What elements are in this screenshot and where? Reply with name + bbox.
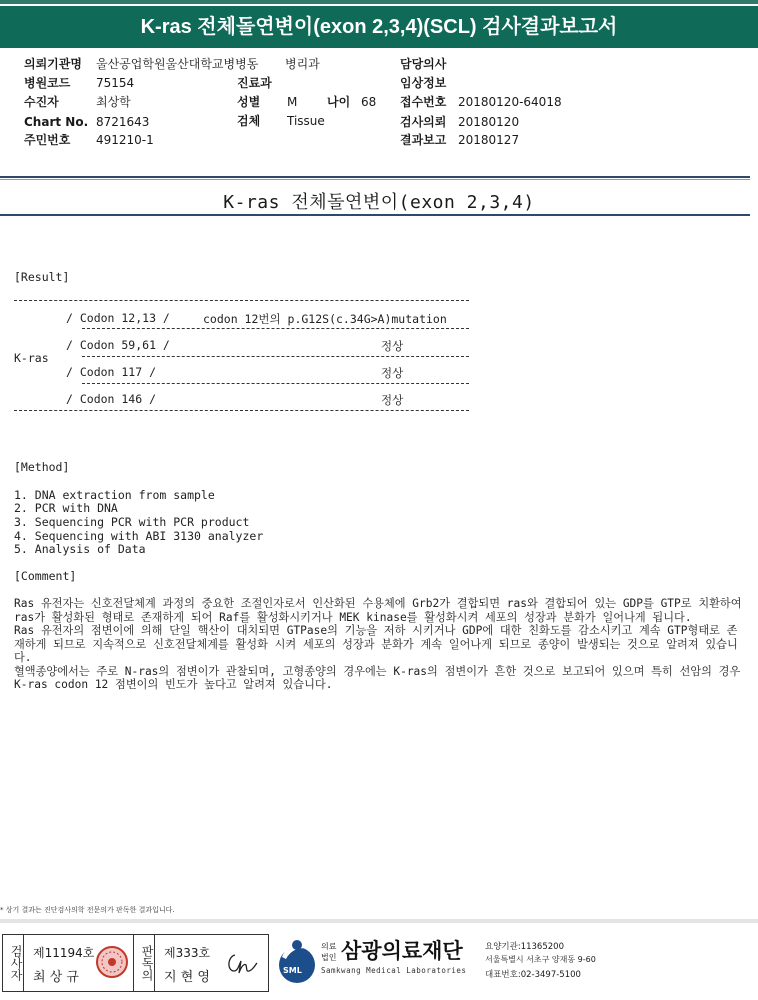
tester-seal-icon [95, 945, 129, 979]
hospital-code-label: 병원코드 [24, 76, 71, 90]
comment-paragraph: Ras 유전자는 신호전달체계 과정의 중요한 조절인자로서 인산화된 수용체에 Grb2가 결합되면 ras와 결합되어 있는 GDP를 GTP로 치환하여 ras가 활성화된 형태로 존재하게 되어 Raf를 활성화시키거나 MEK kinase를 활성화시켜 세포의 성장과 분화가 일어나게 됩니다. [14, 597, 742, 624]
method-step: 2. PCR with DNA [14, 501, 118, 515]
specimen-label: 검체 [237, 114, 261, 128]
ward-value: 병리과 [285, 57, 320, 71]
sex-value: M [287, 95, 298, 109]
method-step: 3. Sequencing PCR with PCR product [14, 515, 250, 529]
resident-no-label: 주민번호 [24, 133, 71, 147]
org-name: 삼광의료재단 [341, 939, 463, 963]
age-value: 68 [361, 95, 377, 109]
result-row-divider [82, 383, 469, 384]
result-row-divider [82, 328, 469, 329]
request-date-value: 20180120 [458, 115, 520, 129]
comment-body [14, 597, 742, 692]
method-step: 1. DNA extraction from sample [14, 488, 215, 502]
org-logo-icon [274, 937, 320, 985]
codon-146-finding: 정상 [381, 393, 404, 407]
org-logo [274, 937, 320, 985]
receipt-label: 접수번호 [400, 95, 447, 109]
report-title: K-ras 전체돌연변이(exon 2,3,4)(SCL) 검사결과보고서 [0, 6, 758, 48]
clinical-info-label: 임상정보 [400, 76, 447, 90]
org-logo-text: SML [283, 966, 302, 975]
receipt-value: 20180120-64018 [458, 95, 562, 109]
codon-59-61-finding: 정상 [381, 339, 404, 353]
reader-signature-icon [225, 949, 261, 977]
department-label: 진료과 [237, 76, 272, 90]
footer-note: * 상기 결과는 진단검사의학 전문의가 판독한 결과입니다. [0, 906, 175, 914]
result-rule-top [14, 300, 469, 301]
request-date-label: 검사의뢰 [400, 115, 447, 129]
section-divider-top-thin [0, 179, 750, 180]
codon-12-13-finding: codon 12번의 p.G12S(c.34G>A)mutation [203, 312, 447, 326]
section-divider-bottom [0, 214, 750, 216]
report-date-value: 20180127 [458, 133, 520, 147]
codon-117-label: / Codon 117 / [66, 365, 157, 379]
recipient-value: 최상학 [96, 95, 131, 109]
section-title: K-ras 전체돌연변이(exon 2,3,4) [223, 192, 535, 213]
chart-no-value: 8721643 [96, 115, 150, 129]
tester-label: 검사자 [3, 935, 24, 991]
org-name-en: Samkwang Medical Laboratories [321, 966, 467, 975]
signature-box [2, 934, 269, 992]
method-step: 5. Analysis of Data [14, 542, 146, 556]
footer-band [0, 919, 758, 923]
method-heading: [Method] [14, 460, 70, 474]
result-rule-bottom [14, 410, 469, 411]
comment-paragraph: Ras 유전자의 점변이에 의해 단일 핵산이 대치되면 GTPase의 기능을 저하 시키거나 GDP에 대한 친화도를 감소시키고 계속 GTP형태로 존재하게 되므로 지속적으로 신호전달체계를 활성화 시켜 세포의 성장과 분화가 계속 일어나게 되므로 종양이 발생되는 것으로 알려져 있습니다. [14, 624, 738, 664]
codon-12-13-label: / Codon 12,13 / [66, 311, 170, 325]
reader-license-no: 제333호 [164, 946, 211, 960]
tester-name: 최 상 규 [33, 970, 79, 985]
tester-license-no: 제11194호 [33, 946, 95, 960]
org-prefix: 의료법인 [321, 942, 337, 962]
result-heading: [Result] [14, 270, 70, 284]
gene-label: K-ras [14, 351, 49, 365]
institution-value: 울산공업학원울산대학교병병동 [96, 57, 259, 71]
codon-146-label: / Codon 146 / [66, 392, 157, 406]
comment-paragraph: 혈액종양에서는 주로 N-ras의 점변이가 관찰되며, 고형종양의 경우에는 K-ras의 점변이가 흔한 것으로 보고되어 있으며 특히 선암의 경우 K-ras codon 12 점변이의 빈도가 높다고 알려져 있습니다. [14, 664, 741, 691]
codon-117-finding: 정상 [381, 366, 404, 380]
codon-59-61-label: / Codon 59,61 / [66, 338, 170, 352]
report-date-label: 결과보고 [400, 133, 447, 147]
chart-no-label: Chart No. [24, 115, 89, 129]
org-code: 요양기관:11365200 [485, 942, 564, 952]
section-divider-top [0, 176, 750, 178]
hospital-code-value: 75154 [96, 76, 135, 90]
recipient-label: 수진자 [24, 95, 59, 109]
org-phone: 대표번호:02-3497-5100 [485, 970, 581, 980]
sex-label: 성별 [237, 95, 261, 109]
reader-label: 판독의 [134, 935, 155, 991]
result-row-divider [82, 356, 469, 357]
method-step: 4. Sequencing with ABI 3130 analyzer [14, 529, 264, 543]
reader-name: 지 현 영 [164, 970, 210, 985]
comment-heading: [Comment] [14, 569, 77, 583]
institution-label: 의뢰기관명 [24, 57, 82, 71]
doctor-label: 담당의사 [400, 57, 447, 71]
header-accent-line [0, 0, 758, 4]
org-address: 서울특별시 서초구 양재동 9-60 [485, 955, 596, 964]
resident-no-value: 491210-1 [96, 133, 154, 147]
specimen-value: Tissue [287, 114, 325, 128]
age-label: 나이 [327, 95, 351, 109]
